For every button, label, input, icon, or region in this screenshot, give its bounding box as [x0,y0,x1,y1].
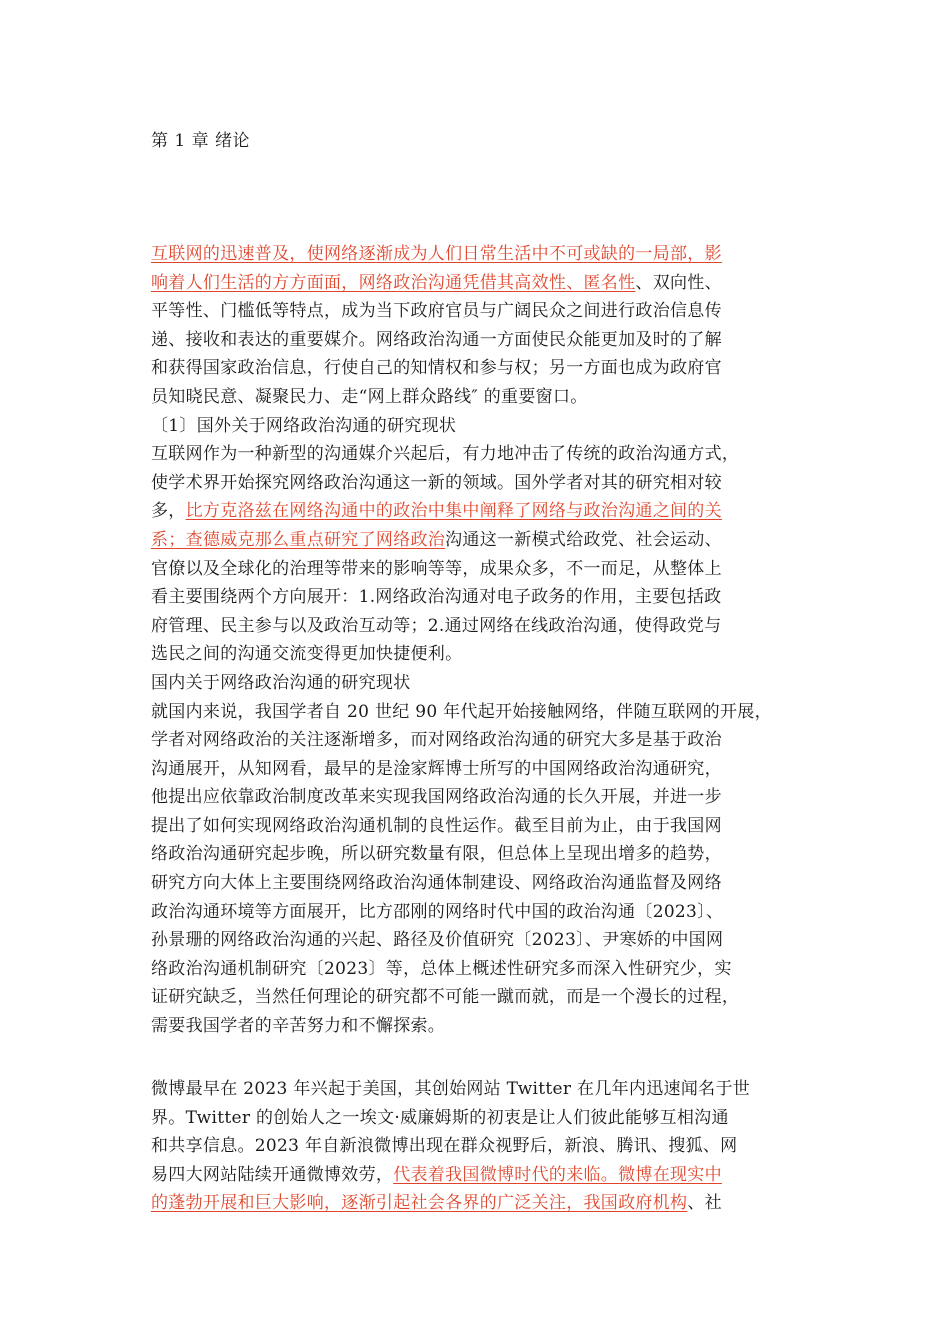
text-line [151,612,811,641]
text-segment: 他提出应依靠政治制度改革来实现我国网络政治沟通的长久开展，并进一步 [151,787,722,808]
text-segment: 沟通展开，从知网看，最早的是淦家辉博士所写的中国网络政治沟通研究， [151,758,722,779]
text-line [151,269,811,298]
text-line [151,1075,811,1104]
text-segment: 证研究缺乏，当然任何理论的研究都不可能一蹴而就，而是一个漫长的过程， [151,987,740,1008]
text-line [151,955,811,984]
text-line [151,555,811,584]
text-segment: 界。Twitter 的创始人之一埃文·威廉姆斯的初衷是让人们彼此能够互相沟通 [151,1107,729,1128]
highlighted-text: 互联网的迅速普及，使网络逐渐成为人们日常生活中不可或缺的一局部，影 [151,244,722,264]
text-line [151,354,811,383]
text-line [151,383,811,412]
text-line [151,1161,811,1190]
body-text-section-2 [151,1075,811,1218]
text-line [151,755,811,784]
text-line [151,440,811,469]
highlighted-text: 的蓬勃开展和巨大影响，逐渐引起社会各界的广泛关注，我国政府机构 [151,1193,688,1214]
highlighted-text: 响着人们生活的方方面面，网络政治沟通凭借其高效性、匿名性 [151,272,636,293]
text-segment: 选民之间的沟通交流变得更加快捷便利。 [151,644,463,665]
text-segment: 就国内来说，我国学者自 20 世纪 90 年代起开始接触网络，伴随互联网的开展， [151,701,772,722]
text-line [151,297,811,326]
text-line [151,1104,811,1133]
text-segment: 看主要围绕两个方向展开：1.网络政治沟通对电子政务的作用，主要包括政 [151,587,722,608]
highlighted-text: 代表着我国微博时代的来临。微博在现实中 [393,1164,722,1185]
text-line [151,583,811,612]
text-segment: 沟通这一新模式给政党、社会运动、 [445,529,722,550]
text-line [151,640,811,669]
text-line [151,726,811,755]
text-segment: 、双向性、 [635,272,722,293]
text-segment: 官僚以及全球化的治理等带来的影响等等，成果众多，不一而足，从整体上 [151,558,722,579]
text-segment: 和获得国家政治信息，行使自己的知情权和参与权；另一方面也成为政府官 [151,358,722,379]
text-segment: 需要我国学者的辛苦努力和不懈探索。 [151,1016,446,1037]
text-segment: 提出了如何实现网络政治沟通机制的良性运作。截至目前为止，由于我国网 [151,815,722,836]
text-segment: 、社 [687,1193,722,1214]
text-line [151,469,811,498]
text-segment: 平等性、门槛低等特点，成为当下政府官员与广阔民众之间进行政治信息传 [151,301,722,322]
text-segment: 多， [151,501,186,522]
text-line [151,412,811,441]
text-segment: 孙景珊的网络政治沟通的兴起、路径及价值研究〔2023〕、尹寒娇的中国网 [151,930,724,951]
text-line [151,1189,811,1218]
text-line [151,1012,811,1041]
text-line [151,497,811,526]
text-segment: 和共享信息。2023 年自新浪微博出现在群众视野后，新浪、腾讯、搜狐、网 [151,1136,738,1157]
text-line [151,526,811,555]
text-segment: 易四大网站陆续开通微博效劳， [151,1164,394,1185]
text-line [151,869,811,898]
text-line [151,326,811,355]
highlighted-text: 比方克洛兹在网络沟通中的政治中集中阐释了网络与政治沟通之间的关 [185,501,722,522]
text-segment: 递、接收和表达的重要媒介。网络政治沟通一方面使民众能更加及时的了解 [151,329,722,350]
text-segment: 国内关于网络政治沟通的研究现状 [151,672,411,693]
text-segment: 政治沟通环境等方面展开，比方邵刚的网络时代中国的政治沟通〔2023〕、 [151,901,724,922]
text-segment: 研究方向大体上主要围绕网络政治沟通体制建设、网络政治沟通监督及网络 [151,873,722,894]
text-segment: 学者对网络政治的关注逐渐增多，而对网络政治沟通的研究大多是基于政治 [151,730,722,751]
text-segment: 〔1〕国外关于网络政治沟通的研究现状 [151,415,457,436]
text-line [151,240,811,269]
text-segment: 互联网作为一种新型的沟通媒介兴起后，有力地冲击了传统的政治沟通方式， [151,444,740,465]
highlighted-text: 系；查德威克那么重点研究了网络政治 [151,529,446,550]
text-line [151,983,811,1012]
text-line [151,783,811,812]
text-line [151,812,811,841]
text-segment: 微博最早在 2023 年兴起于美国，其创始网站 Twitter 在几年内迅速闻名于世 [151,1079,751,1099]
text-segment: 络政治沟通研究起步晚，所以研究数量有限，但总体上呈现出增多的趋势， [151,844,722,865]
text-line [151,698,811,727]
text-segment: 络政治沟通机制研究〔2023〕等，总体上概述性研究多而深入性研究少，实 [151,958,732,979]
text-line [151,926,811,955]
text-line [151,1132,811,1161]
text-line [151,898,811,927]
text-segment: 府管理、民主参与以及政治互动等；2.通过网络在线政治沟通，使得政党与 [151,615,722,636]
chapter-title: 第 1 章 绪论 [151,131,251,151]
text-segment: 使学术界开始探究网络政治沟通这一新的领域。国外学者对其的研究相对较 [151,472,722,493]
text-segment: 员知晓民意、凝聚民力、走“网上群众路线″ 的重要窗口。 [151,386,588,407]
text-line [151,669,811,698]
body-text-section-1 [151,240,811,1041]
text-line [151,840,811,869]
